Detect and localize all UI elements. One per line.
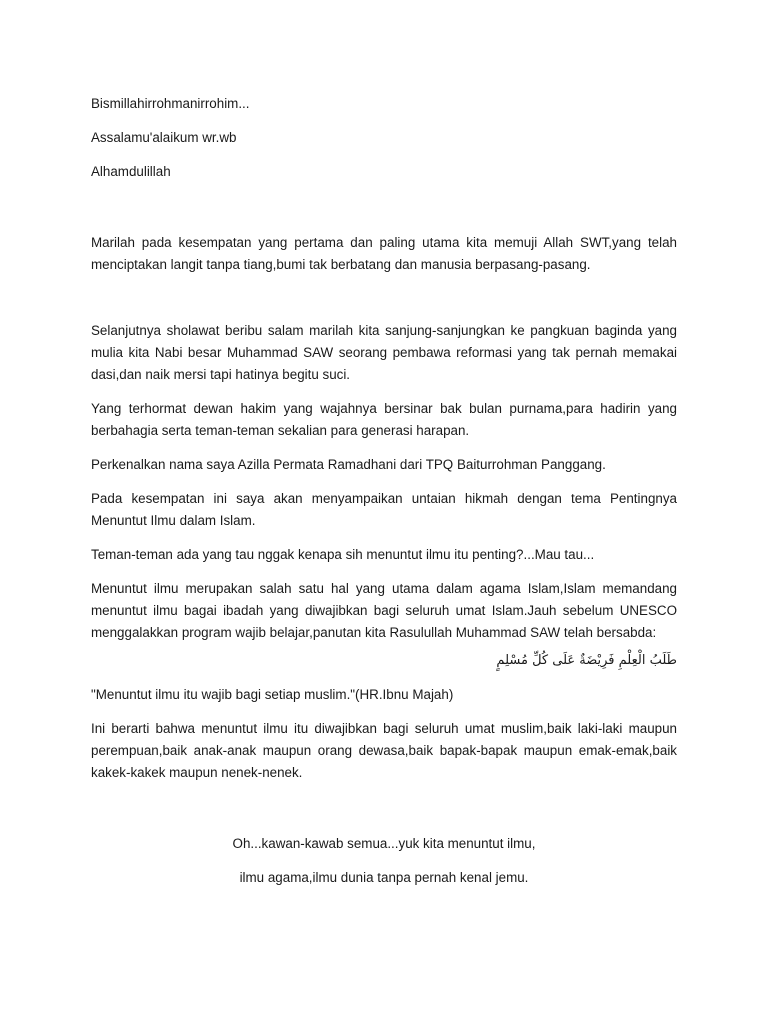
greeting-block — [91, 93, 677, 183]
greeting-bismillah: Bismillahirrohmanirrohim... — [91, 96, 250, 111]
paragraph-importance: Menuntut ilmu merupakan salah satu hal yang utama dalam agama Islam,Islam memandang menuntut ilmu bagai ibadah yang diwajibkan bagi seluruh umat Islam.Jauh sebelum UNESCO menggalakkan program wajib belajar,panutan kita Rasulullah Muhammad SAW telah bersabda: — [91, 581, 677, 640]
closing-line-2: ilmu agama,ilmu dunia tanpa pernah kenal jemu. — [239, 870, 529, 885]
hadith-translation: "Menuntut ilmu itu wajib bagi setiap muslim."(HR.Ibnu Majah) — [91, 687, 454, 702]
paragraph-question: Teman-teman ada yang tau nggak kenapa sih menuntut ilmu itu penting?...Mau tau... — [91, 547, 595, 562]
paragraph-salutation: Yang terhormat dewan hakim yang wajahnya bersinar bak bulan purnama,para hadirin yang berbahagia serta teman-teman sekalian para generasi harapan. — [91, 401, 677, 438]
paragraph-praise: Marilah pada kesempatan yang pertama dan paling utama kita memuji Allah SWT,yang telah menciptakan langit tanpa tiang,bumi tak berbatang dan manusia berpasang-pasang. — [91, 235, 677, 272]
paragraph-sholawat: Selanjutnya sholawat beribu salam marilah kita sanjung-sanjungkan ke pangkuan baginda yang mulia kita Nabi besar Muhammad SAW seorang pembawa reformasi yang tak pernah memakai dasi,dan naik mersi tapi hatinya begitu suci. — [91, 323, 677, 382]
document-body — [91, 93, 677, 889]
greeting-alhamdulillah: Alhamdulillah — [91, 164, 171, 179]
paragraph-introduction: Perkenalkan nama saya Azilla Permata Ramadhani dari TPQ Baiturrohman Panggang. — [91, 457, 606, 472]
paragraph-explanation: Ini berarti bahwa menuntut ilmu itu diwajibkan bagi seluruh umat muslim,baik laki-laki maupun perempuan,baik anak-anak maupun orang dewasa,baik bapak-bapak maupun emak-emak,baik kakek-kakek maupun nenek-nenek. — [91, 721, 677, 780]
greeting-salam: Assalamu'alaikum wr.wb — [91, 130, 237, 145]
paragraph-theme: Pada kesempatan ini saya akan menyampaikan untaian hikmah dengan tema Pentingnya Menuntut Ilmu dalam Islam. — [91, 491, 677, 528]
closing-line-1: Oh...kawan-kawab semua...yuk kita menuntut ilmu, — [232, 836, 536, 851]
arabic-hadith: طَلَبُ الْعِلْمِ فَرِيْضَةٌ عَلَى كُلِّ مُسْلِمٍ — [496, 653, 677, 668]
